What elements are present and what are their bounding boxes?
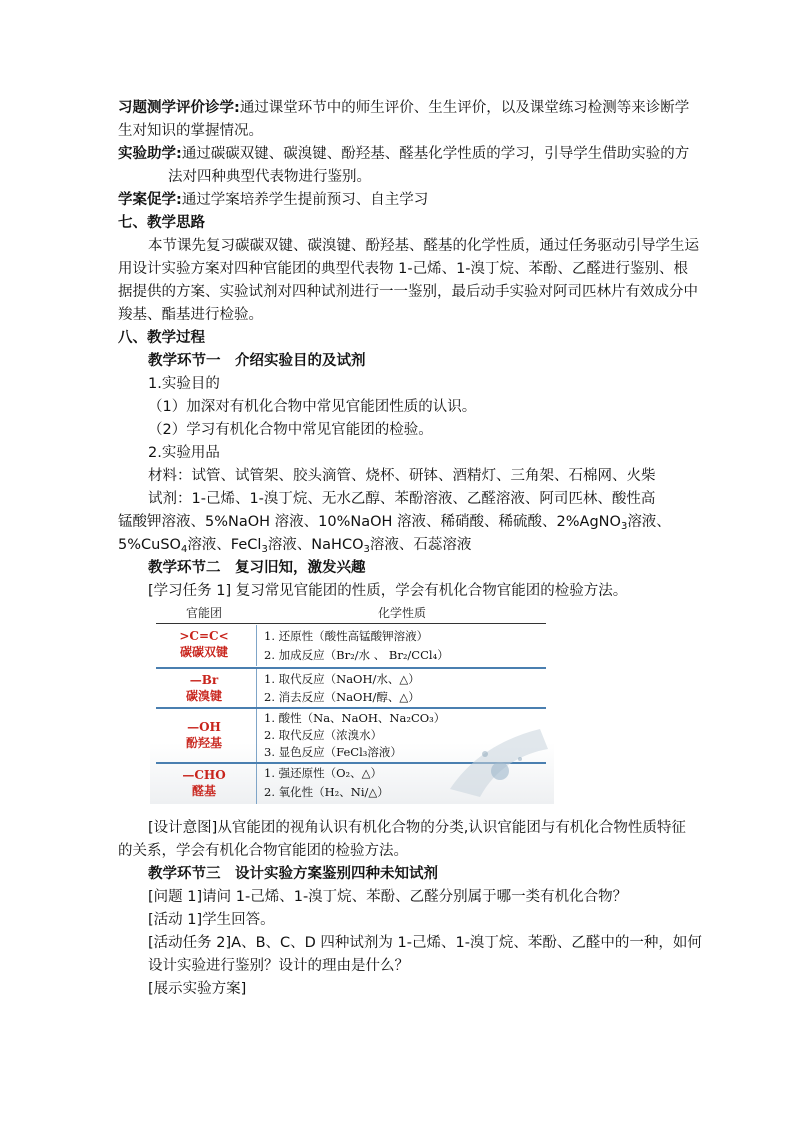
paragraph-line [118,190,428,210]
paragraph-line: （2）学习有机化合物中常见官能团的检验。 [148,422,433,438]
group-cell [156,628,252,660]
paragraph-line: 羧基、酯基进行检验。 [118,307,263,323]
paragraph-line: 1.实验目的 [148,376,220,392]
line-text: 溶液、 [627,514,671,530]
subscript: 3 [620,521,628,532]
paragraph-line [118,98,689,118]
group-name: 酚羟基 [185,736,222,750]
paragraph-line [118,512,671,532]
inline-label: 实验助学: [118,146,182,162]
paragraph-line: 2.实验用品 [148,445,220,461]
paragraph-line: （1）加深对有机化合物中常见官能团性质的认识。 [148,399,477,415]
table-header-group: 官能团 [185,606,222,620]
inline-label: 学案促学: [118,192,182,208]
property-line: 1. 还原性（酸性高锰酸钾溶液） [264,629,429,643]
paragraph-line: [问题 1]请问 1-己烯、1-溴丁烷、苯酚、乙醛分别属于哪一类有机化合物？ [148,889,628,905]
group-name: 碳碳双键 [179,645,228,659]
paragraph-line: 生对知识的掌握情况。 [118,123,263,139]
header-rule [156,623,546,624]
paragraph-line: 材料：试管、试管架、胶头滴管、烧杯、研钵、酒精灯、三角架、石棉网、火柴 [148,468,656,484]
table-header-property: 化学性质 [377,606,426,620]
group-cell [156,719,252,751]
paragraph-line: 本节课先复习碳碳双键、碳溴键、酚羟基、醛基的化学性质，通过任务驱动引导学生运 [148,238,699,254]
paragraph-line: 试剂：1-己烯、1-溴丁烷、无水乙醇、苯酚溶液、乙醛溶液、阿司匹林、酸性高 [148,491,656,507]
inline-label: 习题测学评价诊学: [118,100,240,116]
line-text: 锰酸钾溶液、5%NaOH 溶液、10%NaOH 溶液、稀硝酸、稀硫酸、2%AgNO [118,514,621,530]
functional-group-table [150,601,554,804]
line-text: 5%CuSO [118,537,181,553]
lab-flask-illustration [440,719,550,799]
group-formula: —Br [189,673,219,687]
paragraph-line: [学习任务 1] 复习常见官能团的性质，学会有机化合物官能团的检验方法。 [148,583,628,599]
step-heading: 教学环节一 介绍实验目的及试剂 [148,353,366,369]
subscript: 3 [363,544,370,555]
paragraph-line: [设计意图]从官能团的视角认识有机化合物的分类,认识官能团与有机化合物性质特征 [148,820,686,836]
property-line: 2. 取代反应（浓溴水） [264,728,383,742]
column-divider [256,625,257,666]
section-heading: 八、教学过程 [118,330,205,346]
subscript: 4 [180,544,188,555]
column-divider [256,764,257,804]
column-divider [256,669,257,707]
paragraph-line: 据提供的方案、实验试剂对四种试剂进行一一鉴别，最后动手实验对阿司匹林片有效成分中 [118,284,698,300]
paragraph-line: [展示实验方案] [148,981,247,997]
property-line: 2. 消去反应（NaOH/醇、△） [264,690,420,704]
group-cell [156,767,252,799]
property-line: 2. 氧化性（H₂、Ni/△） [264,785,389,799]
line-text: 溶液、NaHCO [267,537,364,553]
line-text: 溶液、FeCl [187,537,262,553]
group-cell [156,672,252,704]
property-line: 1. 酸性（Na、NaOH、Na₂CO₃） [264,711,446,725]
group-formula: >C=C< [179,629,229,643]
section-heading: 七、教学思路 [118,215,205,231]
group-name: 醛基 [191,784,216,798]
paragraph-line: 法对四种典型代表物进行鉴别。 [168,169,371,185]
property-line: 1. 取代反应（NaOH/水、△） [264,672,420,686]
group-name: 碳溴键 [185,689,222,703]
property-line: 1. 强还原性（O₂、△） [264,766,383,780]
paragraph-line: [活动任务 2]A、B、C、D 四种试剂为 1-己烯、1-溴丁烷、苯酚、乙醛中的一种，如何 [148,935,702,951]
line-text: 溶液、石蕊溶液 [369,537,472,553]
step-heading: 教学环节三 设计实验方案鉴别四种未知试剂 [148,866,438,882]
line-text: 通过学案培养学生提前预习、自主学习 [181,192,429,208]
property-line: 2. 加成反应（Br₂/水 、 Br₂/CCl₄） [264,648,449,662]
line-text: 通过碳碳双键、碳溴键、酚羟基、醛基化学性质的学习，引导学生借助实验的方 [181,146,690,162]
subscript: 3 [261,544,268,555]
table-row [156,669,546,707]
paragraph-line [118,144,689,164]
property-line: 3. 显色反应（FeCl₃溶液） [264,745,402,759]
paragraph-line: 设计实验进行鉴别？设计的理由是什么？ [148,958,409,974]
paragraph-line [118,535,471,555]
group-formula: —CHO [182,768,226,782]
table-row [156,625,546,666]
group-formula: —OH [187,720,221,734]
column-divider [256,709,257,763]
paragraph-line: [活动 1]学生回答。 [148,912,275,928]
paragraph-line: 用设计实验方案对四种官能团的典型代表物 1-己烯、1-溴丁烷、苯酚、乙醛进行鉴别、根 [118,261,689,277]
paragraph-line: 的关系，学会有机化合物官能团的检验方法。 [118,843,408,859]
line-text: 通过课堂环节中的师生评价、生生评价，以及课堂练习检测等来诊断学 [239,100,690,116]
step-heading: 教学环节二 复习旧知，激发兴趣 [148,560,366,576]
